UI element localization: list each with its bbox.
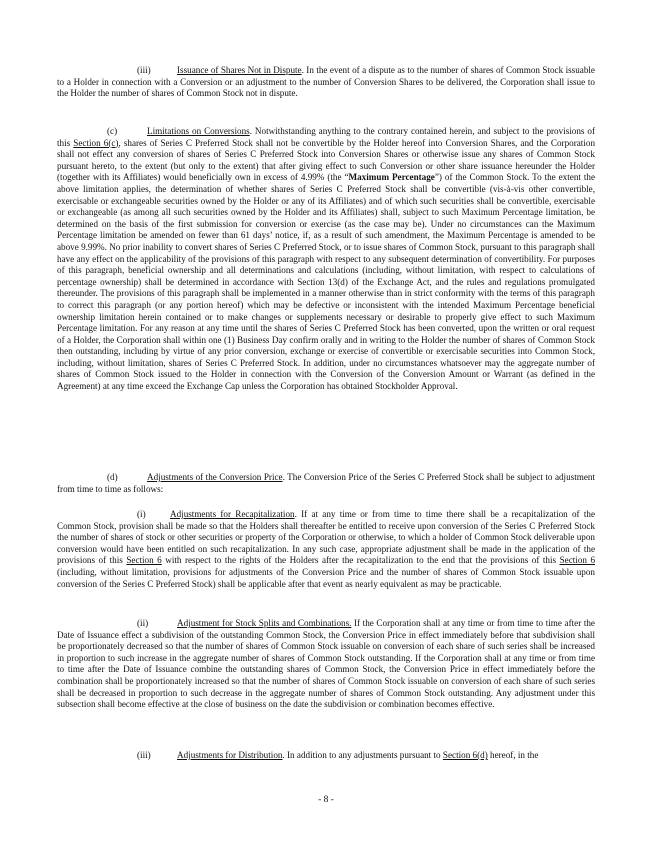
clause-number: (d) <box>107 472 118 482</box>
clause-text: . In addition to any adjustments pursuant to <box>282 750 443 760</box>
paragraph-d-i-recapitalization <box>57 509 595 590</box>
page-number: - 8 - <box>318 795 334 805</box>
clause-number: (iii) <box>137 65 151 75</box>
paragraph-iii-issuance-not-in-dispute <box>57 65 595 100</box>
section-reference: Section 6 <box>126 555 162 566</box>
defined-term: Maximum Percentage <box>348 172 435 183</box>
clause-text: , shares of Series C Preferred Stock shall not be convertible by the Holder hereof into Conversion Shares, and the Corporation shall not effect any conversion of shares of Series C Preferred Stock into Conversion Shares or otherwise issue any shares of Common Stock pursuant hereto, to the extent (but only to the extent) that after giving effect to such Conversion or other share issuance hereunder the Holder (together with its Affiliates) would beneficially own in excess of 4.99% (the “ <box>57 137 596 183</box>
clause-number: (i) <box>137 509 146 519</box>
clause-heading: Adjustments for Distribution <box>177 750 283 760</box>
clause-text: (including, without limitation, provisions for adjustments of the Conversion Price and the number of shares of Common Stock issuable upon conversion of the Series C Preferred Stock) shall be applicable after that event as nearly equivalent as may be practicable. <box>57 566 595 589</box>
paragraph-d-ii-stock-splits <box>57 618 595 711</box>
section-reference: Section 6(d) <box>442 750 488 760</box>
clause-body: If the Corporation shall at any time or from time to time after the Date of Issuance effect a subdivision of the outstanding Common Stock, the Conversion Price in effect immediately before that subdivision shall be proportionately decreased so that the number of shares of Common Stock issuable on conversion of each share of such series shall be increased in proportion to such increase in the aggregate number of shares of Common Stock outstanding. If the Corporation shall at any time or from time to time after the Date of Issuance combine the outstanding shares of Common Stock, the Conversion Price in effect immediately before the combination shall be proportionately increased so that the number of shares of Common Stock issuable on conversion of each share of such series shall be decreased in proportion to such decrease in the aggregate number of shares of Common Stock outstanding. Any adjustment under this subsection shall become effective at the close of business on the date the subdivision or combination becomes effective. <box>57 618 595 710</box>
paragraph-d-iii-distribution <box>57 750 595 762</box>
clause-number: (iii) <box>137 750 151 760</box>
clause-heading: Issuance of Shares Not in Dispute <box>177 65 302 75</box>
clause-text: . Notwithstanding anything to the contrary contained herein, and subject to the provisions of this <box>57 126 595 148</box>
paragraph-c-limitations-on-conversions <box>57 126 595 393</box>
clause-heading: Adjustments of the Conversion Price <box>147 472 283 482</box>
clause-body: . In the event of a dispute as to the number of shares of Common Stock issuable to a Holder in connection with a Conversion or an adjustment to the number of Conversion Shares to be delivered, the Corporation shall issue to the Holder the number of shares of Common Stock not in dispute. <box>57 65 595 99</box>
paragraph-d-adjustments-conversion-price <box>57 472 595 495</box>
clause-heading: Limitations on Conversions <box>147 126 250 136</box>
clause-text: . If at any time or from time to time there shall be a recapitalization of the Common Stock, provision shall be made so that the Holders shall thereafter be entitled to receive upon conversion of the Series C Preferred Stock the number of shares of stock or other securities or property of the Corporation or otherwise, to which a holder of Common Stock deliverable upon conversion would have been entitled on such recapitalization. In any such case, appropriate adjustment shall be made in the application of the provisions of this <box>57 509 595 566</box>
clause-text: ”) of the Common Stock. To the extent the above limitation applies, the determination of whether shares of Series C Preferred Stock shall be convertible (vis-à-vis other convertible, exercisable or exchangeable securities owned by the Holder or any of its Affiliates) and of which such securities shall be convertible, exercisable or exchangeable (as among all such securities owned by the Holder and its Affiliates) shall, subject to such Maximum Percentage limitation, be determined on the basis of the first submission for conversion or exercise (as the case may be). Under no circumstances can the Maximum Percentage limitation be amended on fewer than 61 days’ notice, if, as a result of such amendment, the Maximum Percentage is amended to be above 9.99%. No prior inability to convert shares of Series C Preferred Stock, or to issue shares of Common Stock, pursuant to this paragraph shall have any effect on the applicability of the provisions of this paragraph with respect to any subsequent determination of convertibility. For purposes of this paragraph, beneficial ownership and all determinations and calculations (including, without limitation, with respect to calculations of percentage ownership) shall be determined in accordance with Section 13(d) of the Exchange Act, and the rules and regulations promulgated thereunder. The provisions of this paragraph shall be implemented in a manner otherwise than in strict conformity with the terms of this paragraph to correct this paragraph (or any portion hereof) which may be defective or inconsistent with the intended Maximum Percentage beneficial ownership limitation herein contained or to make changes or supplements necessary or desirable to properly give effect to such Maximum Percentage limitation. For any reason at any time until the shares of Series C Preferred Stock has been converted, upon the written or oral request of a Holder, the Corporation shall within one (1) Business Day confirm orally and in writing to the Holder the number of shares of Common Stock then outstanding, including by virtue of any prior conversion, exchange or exercise of convertible or exercisable securities into Common Stock, including, without limitation, shares of Series C Preferred Stock. In addition, under no circumstances whatsoever may the aggregate number of shares of Common Stock issued to the Holder in connection with the Conversion of the Conversion Amount or Warrant (as defined in the Agreement) at any time exceed the Exchange Cap unless the Corporation has obtained Stockholder Approval. <box>57 172 595 392</box>
section-reference: Section 6(c) <box>73 137 119 148</box>
clause-text: hereof, in the <box>487 750 539 760</box>
clause-heading: Adjustments for Recapitalization <box>170 509 295 519</box>
clause-text: with respect to the rights of the Holders after the recapitalization to the end that the provisions of this <box>161 555 560 566</box>
clause-number: (c) <box>107 126 118 136</box>
clause-number: (ii) <box>137 618 149 628</box>
clause-body: . The Conversion Price of the Series C Preferred Stock shall be subject to adjustment from time to time as follows: <box>57 472 595 494</box>
clause-heading: Adjustment for Stock Splits and Combinations. <box>177 618 352 628</box>
section-reference: Section 6 <box>559 555 596 566</box>
